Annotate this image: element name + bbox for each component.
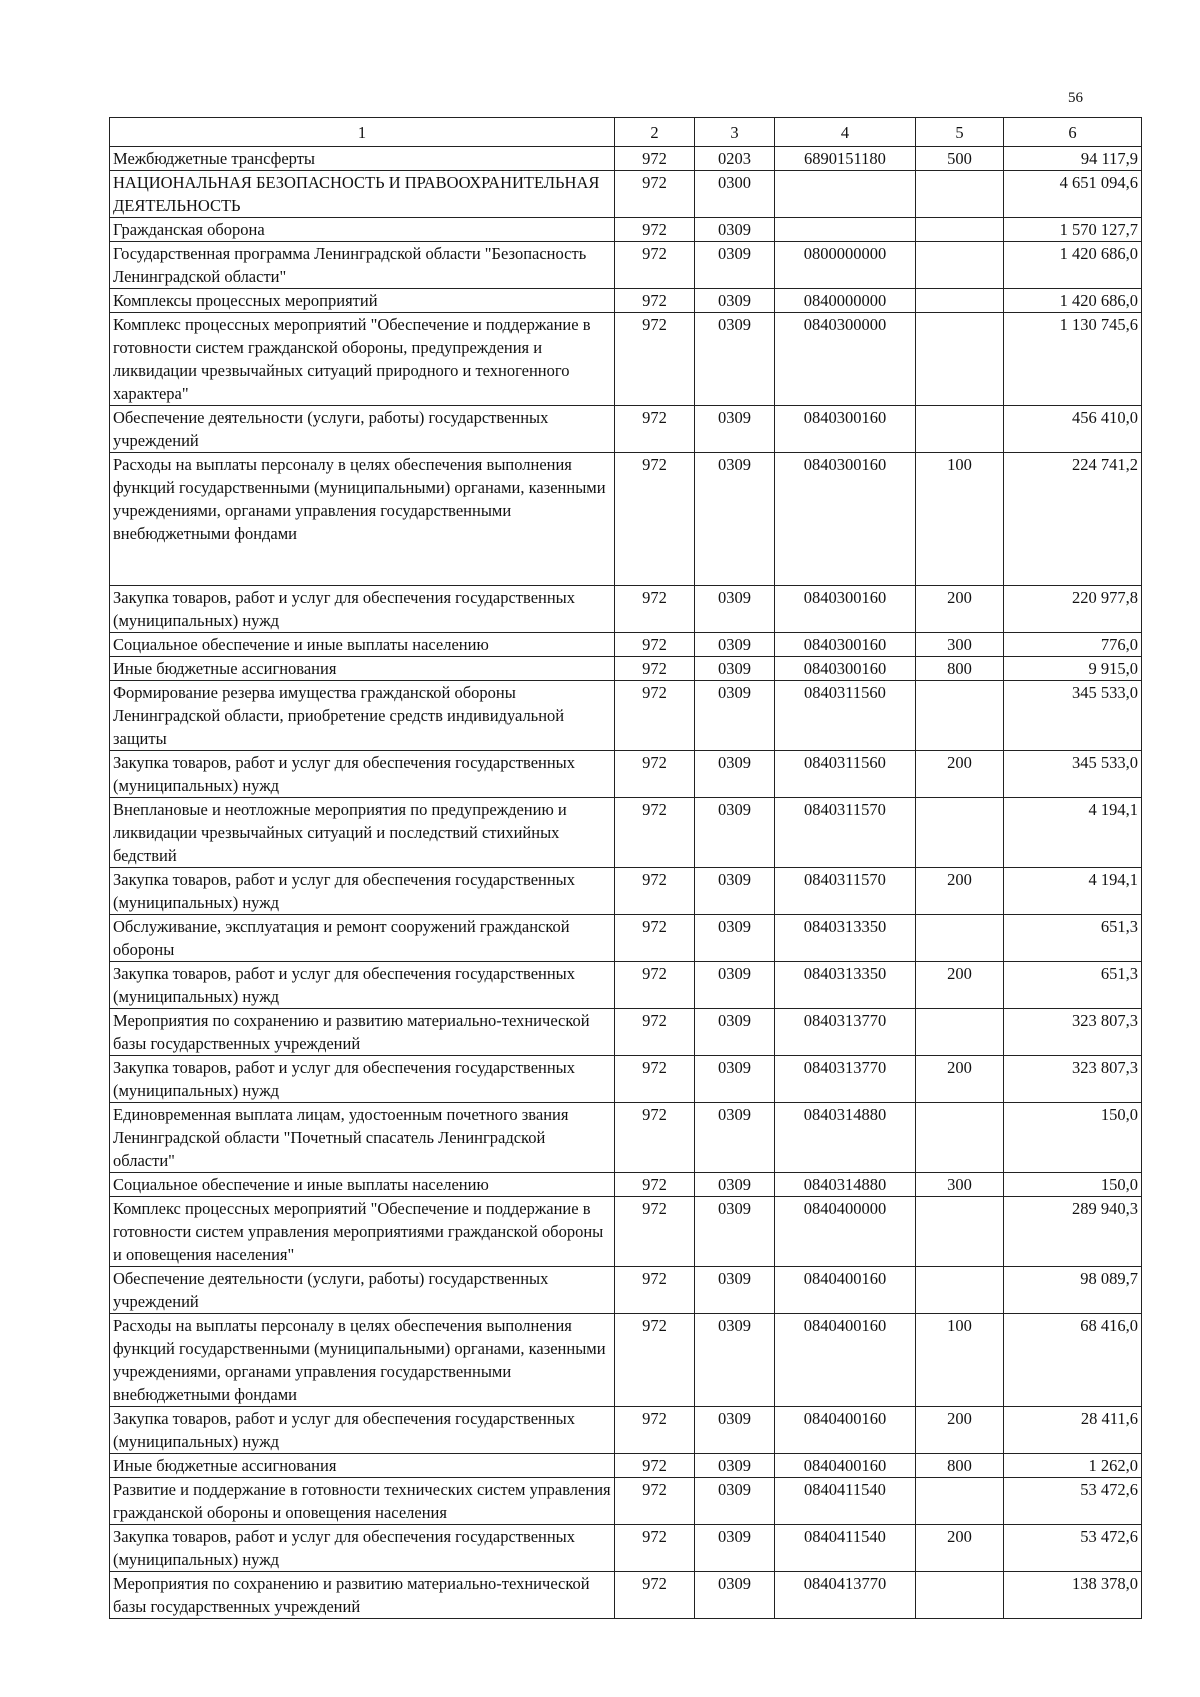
row-target-code: 0840411540 xyxy=(775,1525,916,1572)
row-section-code: 0309 xyxy=(695,289,775,313)
row-ministry-code: 972 xyxy=(615,915,695,962)
table-row xyxy=(110,751,1142,798)
row-section-code: 0309 xyxy=(695,1525,775,1572)
row-target-code: 0800000000 xyxy=(775,242,916,289)
row-ministry-code: 972 xyxy=(615,1407,695,1454)
row-name: Социальное обеспечение и иные выплаты населению xyxy=(110,1173,615,1197)
row-target-code: 0840311570 xyxy=(775,868,916,915)
row-name: Расходы на выплаты персоналу в целях обеспечения выполнения функций государственными (муниципальными) органами, казенными учреждениями, органами управления государственными внебюджетными фондами xyxy=(110,453,615,586)
row-expense-type: 800 xyxy=(916,657,1004,681)
row-expense-type xyxy=(916,1009,1004,1056)
row-ministry-code: 972 xyxy=(615,586,695,633)
row-target-code: 0840300000 xyxy=(775,313,916,406)
row-amount: 776,0 xyxy=(1004,633,1142,657)
header-row xyxy=(110,118,1142,147)
row-amount: 138 378,0 xyxy=(1004,1572,1142,1619)
row-amount: 150,0 xyxy=(1004,1103,1142,1173)
row-name: Развитие и поддержание в готовности технических систем управления гражданской обороны и оповещения населения xyxy=(110,1478,615,1525)
header-cell: 1 xyxy=(110,118,615,147)
row-amount: 651,3 xyxy=(1004,915,1142,962)
row-name: Иные бюджетные ассигнования xyxy=(110,657,615,681)
row-ministry-code: 972 xyxy=(615,453,695,586)
row-target-code: 0840400000 xyxy=(775,1197,916,1267)
row-target-code: 0840000000 xyxy=(775,289,916,313)
row-expense-type: 800 xyxy=(916,1454,1004,1478)
row-expense-type: 100 xyxy=(916,453,1004,586)
row-section-code: 0309 xyxy=(695,1009,775,1056)
table-row xyxy=(110,1525,1142,1572)
row-target-code: 0840311570 xyxy=(775,798,916,868)
table-row xyxy=(110,1009,1142,1056)
row-ministry-code: 972 xyxy=(615,313,695,406)
row-name: Гражданская оборона xyxy=(110,218,615,242)
row-ministry-code: 972 xyxy=(615,1009,695,1056)
row-section-code: 0309 xyxy=(695,681,775,751)
table-row xyxy=(110,218,1142,242)
row-amount: 4 651 094,6 xyxy=(1004,171,1142,218)
row-ministry-code: 972 xyxy=(615,868,695,915)
row-name: Единовременная выплата лицам, удостоенным почетного звания Ленинградской области "Почетный спасатель Ленинградской области" xyxy=(110,1103,615,1173)
table-row xyxy=(110,1314,1142,1407)
row-amount: 1 420 686,0 xyxy=(1004,289,1142,313)
row-name: Иные бюджетные ассигнования xyxy=(110,1454,615,1478)
row-target-code: 0840314880 xyxy=(775,1103,916,1173)
row-section-code: 0309 xyxy=(695,633,775,657)
header-cell: 3 xyxy=(695,118,775,147)
row-amount: 323 807,3 xyxy=(1004,1056,1142,1103)
row-section-code: 0309 xyxy=(695,915,775,962)
row-target-code: 0840400160 xyxy=(775,1407,916,1454)
row-name: Формирование резерва имущества гражданской обороны Ленинградской области, приобретение средств индивидуальной защиты xyxy=(110,681,615,751)
row-amount: 4 194,1 xyxy=(1004,798,1142,868)
row-section-code: 0309 xyxy=(695,218,775,242)
row-section-code: 0309 xyxy=(695,1056,775,1103)
row-expense-type xyxy=(916,1197,1004,1267)
table-row xyxy=(110,1103,1142,1173)
row-expense-type xyxy=(916,1572,1004,1619)
row-expense-type xyxy=(916,798,1004,868)
row-section-code: 0309 xyxy=(695,962,775,1009)
row-ministry-code: 972 xyxy=(615,289,695,313)
row-ministry-code: 972 xyxy=(615,798,695,868)
table-row xyxy=(110,915,1142,962)
row-expense-type: 200 xyxy=(916,1056,1004,1103)
row-amount: 345 533,0 xyxy=(1004,751,1142,798)
row-amount: 345 533,0 xyxy=(1004,681,1142,751)
row-target-code: 0840311560 xyxy=(775,681,916,751)
row-ministry-code: 972 xyxy=(615,147,695,171)
row-amount: 53 472,6 xyxy=(1004,1525,1142,1572)
row-expense-type: 200 xyxy=(916,962,1004,1009)
row-ministry-code: 972 xyxy=(615,218,695,242)
row-section-code: 0309 xyxy=(695,1407,775,1454)
header-cell: 6 xyxy=(1004,118,1142,147)
row-target-code: 6890151180 xyxy=(775,147,916,171)
row-section-code: 0309 xyxy=(695,868,775,915)
row-name: Расходы на выплаты персоналу в целях обеспечения выполнения функций государственными (муниципальными) органами, казенными учреждениями, органами управления государственными внебюджетными фондами xyxy=(110,1314,615,1407)
row-ministry-code: 972 xyxy=(615,1197,695,1267)
row-amount: 1 130 745,6 xyxy=(1004,313,1142,406)
row-section-code: 0309 xyxy=(695,453,775,586)
table-row xyxy=(110,962,1142,1009)
row-name: Закупка товаров, работ и услуг для обеспечения государственных (муниципальных) нужд xyxy=(110,1525,615,1572)
row-amount: 4 194,1 xyxy=(1004,868,1142,915)
row-ministry-code: 972 xyxy=(615,751,695,798)
row-section-code: 0309 xyxy=(695,1173,775,1197)
row-name: Социальное обеспечение и иные выплаты населению xyxy=(110,633,615,657)
row-target-code: 0840300160 xyxy=(775,406,916,453)
row-name: Закупка товаров, работ и услуг для обеспечения государственных (муниципальных) нужд xyxy=(110,1407,615,1454)
row-amount: 9 915,0 xyxy=(1004,657,1142,681)
table-row xyxy=(110,1197,1142,1267)
row-expense-type xyxy=(916,1478,1004,1525)
row-section-code: 0309 xyxy=(695,1314,775,1407)
row-ministry-code: 972 xyxy=(615,962,695,1009)
row-section-code: 0309 xyxy=(695,751,775,798)
row-section-code: 0309 xyxy=(695,1103,775,1173)
row-target-code: 0840400160 xyxy=(775,1314,916,1407)
row-expense-type: 300 xyxy=(916,633,1004,657)
row-target-code: 0840400160 xyxy=(775,1267,916,1314)
row-section-code: 0309 xyxy=(695,1454,775,1478)
row-expense-type xyxy=(916,915,1004,962)
row-name: Закупка товаров, работ и услуг для обеспечения государственных (муниципальных) нужд xyxy=(110,868,615,915)
row-target-code xyxy=(775,218,916,242)
table-row xyxy=(110,289,1142,313)
table-body xyxy=(110,147,1142,1619)
row-section-code: 0309 xyxy=(695,657,775,681)
row-expense-type xyxy=(916,1103,1004,1173)
row-amount: 94 117,9 xyxy=(1004,147,1142,171)
row-expense-type xyxy=(916,242,1004,289)
row-name: Мероприятия по сохранению и развитию материально-технической базы государственных учреждений xyxy=(110,1009,615,1056)
table-row xyxy=(110,171,1142,218)
row-name: Внеплановые и неотложные мероприятия по предупреждению и ликвидации чрезвычайных ситуаций и последствий стихийных бедствий xyxy=(110,798,615,868)
row-expense-type xyxy=(916,681,1004,751)
row-target-code: 0840300160 xyxy=(775,453,916,586)
table-row xyxy=(110,1407,1142,1454)
row-amount: 98 089,7 xyxy=(1004,1267,1142,1314)
header-cell: 5 xyxy=(916,118,1004,147)
row-ministry-code: 972 xyxy=(615,1267,695,1314)
row-target-code: 0840313770 xyxy=(775,1009,916,1056)
row-target-code: 0840314880 xyxy=(775,1173,916,1197)
row-amount: 456 410,0 xyxy=(1004,406,1142,453)
row-ministry-code: 972 xyxy=(615,1478,695,1525)
header-cell: 2 xyxy=(615,118,695,147)
page-number: 56 xyxy=(1068,90,1083,106)
row-target-code: 0840313350 xyxy=(775,915,916,962)
row-section-code: 0309 xyxy=(695,586,775,633)
row-amount: 53 472,6 xyxy=(1004,1478,1142,1525)
row-amount: 150,0 xyxy=(1004,1173,1142,1197)
row-amount: 323 807,3 xyxy=(1004,1009,1142,1056)
row-expense-type xyxy=(916,1267,1004,1314)
row-name: Комплекс процессных мероприятий "Обеспечение и поддержание в готовности систем управления мероприятиями гражданской обороны и оповещения населения" xyxy=(110,1197,615,1267)
row-name: НАЦИОНАЛЬНАЯ БЕЗОПАСНОСТЬ И ПРАВООХРАНИТЕЛЬНАЯ ДЕЯТЕЛЬНОСТЬ xyxy=(110,171,615,218)
row-expense-type: 200 xyxy=(916,1525,1004,1572)
row-name: Государственная программа Ленинградской области "Безопасность Ленинградской области" xyxy=(110,242,615,289)
row-section-code: 0309 xyxy=(695,1267,775,1314)
table-row xyxy=(110,313,1142,406)
row-name: Комплексы процессных мероприятий xyxy=(110,289,615,313)
row-name: Закупка товаров, работ и услуг для обеспечения государственных (муниципальных) нужд xyxy=(110,751,615,798)
row-target-code: 0840313770 xyxy=(775,1056,916,1103)
table-row xyxy=(110,1056,1142,1103)
row-target-code: 0840300160 xyxy=(775,586,916,633)
row-ministry-code: 972 xyxy=(615,1103,695,1173)
row-expense-type: 200 xyxy=(916,868,1004,915)
row-name: Закупка товаров, работ и услуг для обеспечения государственных (муниципальных) нужд xyxy=(110,586,615,633)
row-ministry-code: 972 xyxy=(615,681,695,751)
row-ministry-code: 972 xyxy=(615,1572,695,1619)
row-section-code: 0309 xyxy=(695,313,775,406)
row-expense-type xyxy=(916,171,1004,218)
row-expense-type: 500 xyxy=(916,147,1004,171)
row-section-code: 0309 xyxy=(695,242,775,289)
row-name: Обеспечение деятельности (услуги, работы) государственных учреждений xyxy=(110,1267,615,1314)
table-row xyxy=(110,586,1142,633)
row-expense-type xyxy=(916,406,1004,453)
row-target-code: 0840300160 xyxy=(775,633,916,657)
row-expense-type xyxy=(916,313,1004,406)
row-name: Закупка товаров, работ и услуг для обеспечения государственных (муниципальных) нужд xyxy=(110,1056,615,1103)
table-row xyxy=(110,1173,1142,1197)
row-section-code: 0309 xyxy=(695,798,775,868)
row-target-code xyxy=(775,171,916,218)
row-ministry-code: 972 xyxy=(615,242,695,289)
row-ministry-code: 972 xyxy=(615,633,695,657)
row-expense-type: 200 xyxy=(916,586,1004,633)
row-amount: 1 262,0 xyxy=(1004,1454,1142,1478)
row-amount: 28 411,6 xyxy=(1004,1407,1142,1454)
row-section-code: 0309 xyxy=(695,1572,775,1619)
row-name: Межбюджетные трансферты xyxy=(110,147,615,171)
table-row xyxy=(110,453,1142,586)
row-ministry-code: 972 xyxy=(615,1454,695,1478)
table-row xyxy=(110,1267,1142,1314)
row-target-code: 0840300160 xyxy=(775,657,916,681)
row-amount: 68 416,0 xyxy=(1004,1314,1142,1407)
budget-table xyxy=(109,117,1142,1619)
table-row xyxy=(110,242,1142,289)
table-row xyxy=(110,633,1142,657)
row-amount: 651,3 xyxy=(1004,962,1142,1009)
row-amount: 1 570 127,7 xyxy=(1004,218,1142,242)
row-ministry-code: 972 xyxy=(615,1173,695,1197)
row-expense-type: 200 xyxy=(916,751,1004,798)
row-name: Обеспечение деятельности (услуги, работы) государственных учреждений xyxy=(110,406,615,453)
row-name: Обслуживание, эксплуатация и ремонт сооружений гражданской обороны xyxy=(110,915,615,962)
row-name: Комплекс процессных мероприятий "Обеспечение и поддержание в готовности систем гражданской обороны, предупреждения и ликвидации чрезвычайных ситуаций природного и техногенного характера" xyxy=(110,313,615,406)
row-section-code: 0300 xyxy=(695,171,775,218)
row-amount: 220 977,8 xyxy=(1004,586,1142,633)
row-target-code: 0840400160 xyxy=(775,1454,916,1478)
table-row xyxy=(110,681,1142,751)
row-amount: 1 420 686,0 xyxy=(1004,242,1142,289)
row-expense-type xyxy=(916,218,1004,242)
header-cell: 4 xyxy=(775,118,916,147)
row-expense-type xyxy=(916,289,1004,313)
row-section-code: 0309 xyxy=(695,406,775,453)
row-target-code: 0840413770 xyxy=(775,1572,916,1619)
row-amount: 289 940,3 xyxy=(1004,1197,1142,1267)
row-target-code: 0840411540 xyxy=(775,1478,916,1525)
row-ministry-code: 972 xyxy=(615,171,695,218)
table-row xyxy=(110,868,1142,915)
row-name: Закупка товаров, работ и услуг для обеспечения государственных (муниципальных) нужд xyxy=(110,962,615,1009)
row-target-code: 0840313350 xyxy=(775,962,916,1009)
table-row xyxy=(110,147,1142,171)
row-expense-type: 300 xyxy=(916,1173,1004,1197)
row-section-code: 0309 xyxy=(695,1197,775,1267)
row-expense-type: 100 xyxy=(916,1314,1004,1407)
row-ministry-code: 972 xyxy=(615,1056,695,1103)
row-ministry-code: 972 xyxy=(615,657,695,681)
table-row xyxy=(110,798,1142,868)
row-ministry-code: 972 xyxy=(615,1525,695,1572)
table-row xyxy=(110,1454,1142,1478)
row-target-code: 0840311560 xyxy=(775,751,916,798)
table-row xyxy=(110,406,1142,453)
table-row xyxy=(110,1478,1142,1525)
row-section-code: 0203 xyxy=(695,147,775,171)
row-name: Мероприятия по сохранению и развитию материально-технической базы государственных учреждений xyxy=(110,1572,615,1619)
row-expense-type: 200 xyxy=(916,1407,1004,1454)
row-amount: 224 741,2 xyxy=(1004,453,1142,586)
row-ministry-code: 972 xyxy=(615,406,695,453)
table-row xyxy=(110,657,1142,681)
table-row xyxy=(110,1572,1142,1619)
row-ministry-code: 972 xyxy=(615,1314,695,1407)
row-section-code: 0309 xyxy=(695,1478,775,1525)
